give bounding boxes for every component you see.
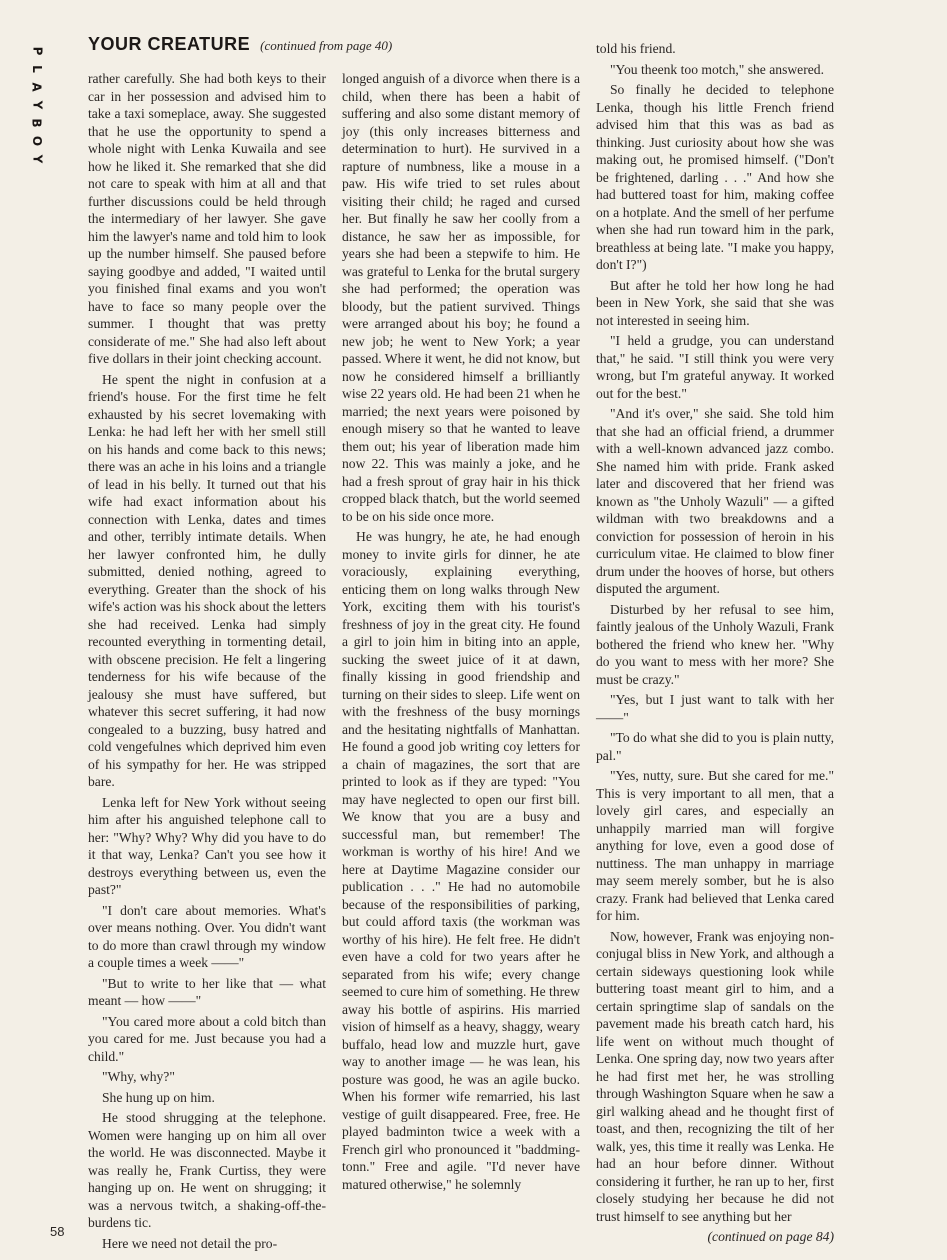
paragraph: So finally he decided to telephone Lenka, though his little French friend advised him that this was as bad as thinking. Just curiosity about how she was making out, he promised himself. ("Don't be frightened, darling . . ." And how she had buttered toast for him, making coffee on a hotplate. And the smell of her perfume when she had run toward him in the park, breathless at being late. "I make you happy, don't I?") [596,82,834,272]
paragraph: Now, however, Frank was enjoying non-conjugal bliss in New York, and although a certain sideways questioning look while buttering toast meant girl to him, and a certain springtime slap of sandals on the pavement made his breath catch hard, his life went on without much thought of Lenka. One spring day, now two years after he had first met her, he was strolling through Washington Square when he saw a girl walking ahead and he thought first of toast, and then, recognizing the tilt of her walk, yes, this time it really was Lenka. He had an hour before dinner. Without considering it further, he ran up to her, first closely studying her because he did not trust himself to see anything but her [596,928,834,1224]
paragraph: But after he told her how long he had been in New York, she said that she was not interested in seeing him. [596,277,834,328]
paragraph: He was hungry, he ate, he had enough money to invite girls for dinner, he ate voraciously, explaining everything, enticing them on long walks through New York, exciting them with his tourist's freshness of joy in the great city. He found a girl to join him in biting into an apple, sucking the sweet juice of it at dawn, finally kissing in good friendship and turning on their sides to sleep. Life went on with the freshness of the busy mornings and the hesitating nightfalls of Manhattan. He found a good job writing coy letters for a chain of magazines, the sort that are printed to look as if they are typed: "You may have neglected to open our first bill. We know that you are a busy and successful man, but remember! The workman is worthy of his hire! And we here at Daytime Magazine consider our publication . . ." He had no automobile because of the responsibilities of parking, but could afford taxis (the workman was worthy of his hire). He felt free. He didn't even have a cold for two years after he separated from his wife; every change seemed to cure him of something. He threw away his bottle of aspirins. His married vision of himself as a heavy, shaggy, weary buffalo, head low and muzzle hurt, gave way to another image — he was lean, his posture was good, he was an agile bucko. When his former wife remarried, his last vestige of guilt disappeared. Free, free. He played badminton twice a week with a French girl who pronounced it "baddming-tonn." Free and agile. "I'd never have matured otherwise," he solemnly [342,529,580,1192]
logo-letter: P [29,46,44,56]
paragraph: "But to write to her like that — what meant — how ——" [88,975,326,1008]
paragraph: Lenka left for New York without seeing him after his anguished telephone call to her: "Why? Why? Why did you have to do it that way, Lenka? Can't you see how it destroys everything between us, even the past?" [88,794,326,897]
text-column-2 [342,70,580,1240]
paragraph: "I held a grudge, you can understand that," he said. "I still think you were very wrong, but I'm grateful anyway. It worked out for the best." [596,333,834,401]
logo-letter: A [29,82,44,92]
paragraph: "You cared more about a cold bitch than you cared for me. Just because you had a child." [88,1013,326,1064]
paragraph: Disturbed by her refusal to see him, faintly jealous of the Unholy Wazuli, Frank bothered the friend who knew her. "Why do you want to mess with her more? She must be crazy." [596,601,834,687]
text-column-1 [88,70,326,1251]
paragraph: "To do what she did to you is plain nutty, pal." [596,730,834,763]
paragraph: rather carefully. She had both keys to their car in her possession and advised him to take a taxi someplace, away. She suggested that he use the opportunity to spend a whole night with Lenka Kuwaila and see how he liked it. She remarked that she did not care to speak with him at all and that further discussions could be held through the intermediary of her lawyer. She gave him the lawyer's name and told him to look up the number himself. She paused before saying goodbye and added, "I waited until you finished final exams and you won't have to face so many people over the summer. I thought that was pretty considerate of me." She had also left about five dollars in their joint checking account. [88,71,326,366]
logo-letter: B [30,118,44,128]
logo-letter: O [29,135,44,147]
paragraph: "Yes, nutty, sure. But she cared for me." This is very important to all men, that a lovely girl cares, and especially an unhappily married man will forgive anything for love, even a good dose of nuttiness. The man unhappy in marriage may seem merely somber, but he is also crazy. Frank had believed that Lenka cared for him. [596,768,834,923]
logo-letter: Y [29,154,44,164]
page-number: 58 [50,1224,65,1239]
paragraph: longed anguish of a divorce when there is a child, when there has been a habit of suffering and also some distant memory of joy (this only increases bitterness and determination to hurt). He survived in a rapture of numbness, like a mouse in a paw. His wife tried to set rules about visiting their child; he raged and cursed her. But finally he saw her coolly from a distance, he saw her as impossible, for years she had been a stepwife to him. He was grateful to Lenka for the brutal surgery she had performed; the operation was bloody, but the patient survived. Things were arranged about his boy; he found a new job; he went to New York; a year passed. Where it went, he did not know, but now he considered himself a brilliantly wise 22 years old. He had been 21 when he married; the next years were poisoned by enough misery so that he wanted to leave them out; his year of liberation made him now 22. This was mainly a joke, and he had a fresh sprout of gray hair in his thick cropped black thatch, but the world seemed to be on his side once more. [342,71,580,524]
paragraph: She hung up on him. [102,1089,215,1105]
continued-on-label: (continued on page 84) [707,1229,834,1244]
paragraph: He spent the night in confusion at a friend's house. For the first time he felt exhausted by his secret lovemaking with Lenka: he had left her with her smell still on his hands and come back to this news; there was an ache in his loins and a triangle of lead in his belly. It turned out that his wife had exact information about his connection with Lenka, dates and times and other, terribly intimate details. When her lawyer confronted him, he dully submitted, denied nothing, agreed to everything. Greater than the shock of his wife's action was his shock about the letters she had received. Lenka had simply recounted everything in tormenting detail, with obscene precision. He felt a lingering tenderness for his wife because of the jealousy she must have suffered, but whatever this secret suffering, it had now congealed to a buzzing, busy hatred and cold vengefulnes which deprived him even of his sympathy for her. He was stripped bare. [88,371,326,789]
paragraph: "I don't care about memories. What's over means nothing. Over. You didn't want to do more than crawl through my window a couple times a week ——" [88,902,326,970]
article-title: YOUR CREATURE [88,34,251,54]
text-column-3 [596,40,834,1244]
paragraph: "Yes, but I just want to talk with her ——" [596,692,834,725]
paragraph: He stood shrugging at the telephone. Women were hanging up on him all over the world. He was disconnected. Maybe it was really he, Frank Curtiss, they were hanging up on. He went on shrugging; it was a nervous twitch, a shaking-off-the-burdens tic. [88,1110,326,1230]
paragraph: "And it's over," she said. She told him that she had an official friend, a drummer with a well-known advanced jazz combo. She named him with pride. Frank asked later and discovered that her friend was known as "the Unholy Wazuli" — a gifted wildman with two breakdowns and a conviction for possession of heroin in his curriculum vitae. He claimed to blow finer drum under the hooves of horse, but others disputed the argument. [596,406,834,596]
paragraph: "You theenk too motch," she answered. [610,61,824,77]
logo-letter: Y [29,100,44,110]
paragraph: told his friend. [596,41,676,56]
continued-from-label: (continued from page 40) [260,38,393,53]
article-header [88,34,392,58]
paragraph: Here we need not detail the pro- [102,1235,278,1251]
logo-letter: L [30,65,44,73]
magazine-logo-vertical [30,42,44,168]
paragraph: "Why, why?" [102,1069,175,1084]
